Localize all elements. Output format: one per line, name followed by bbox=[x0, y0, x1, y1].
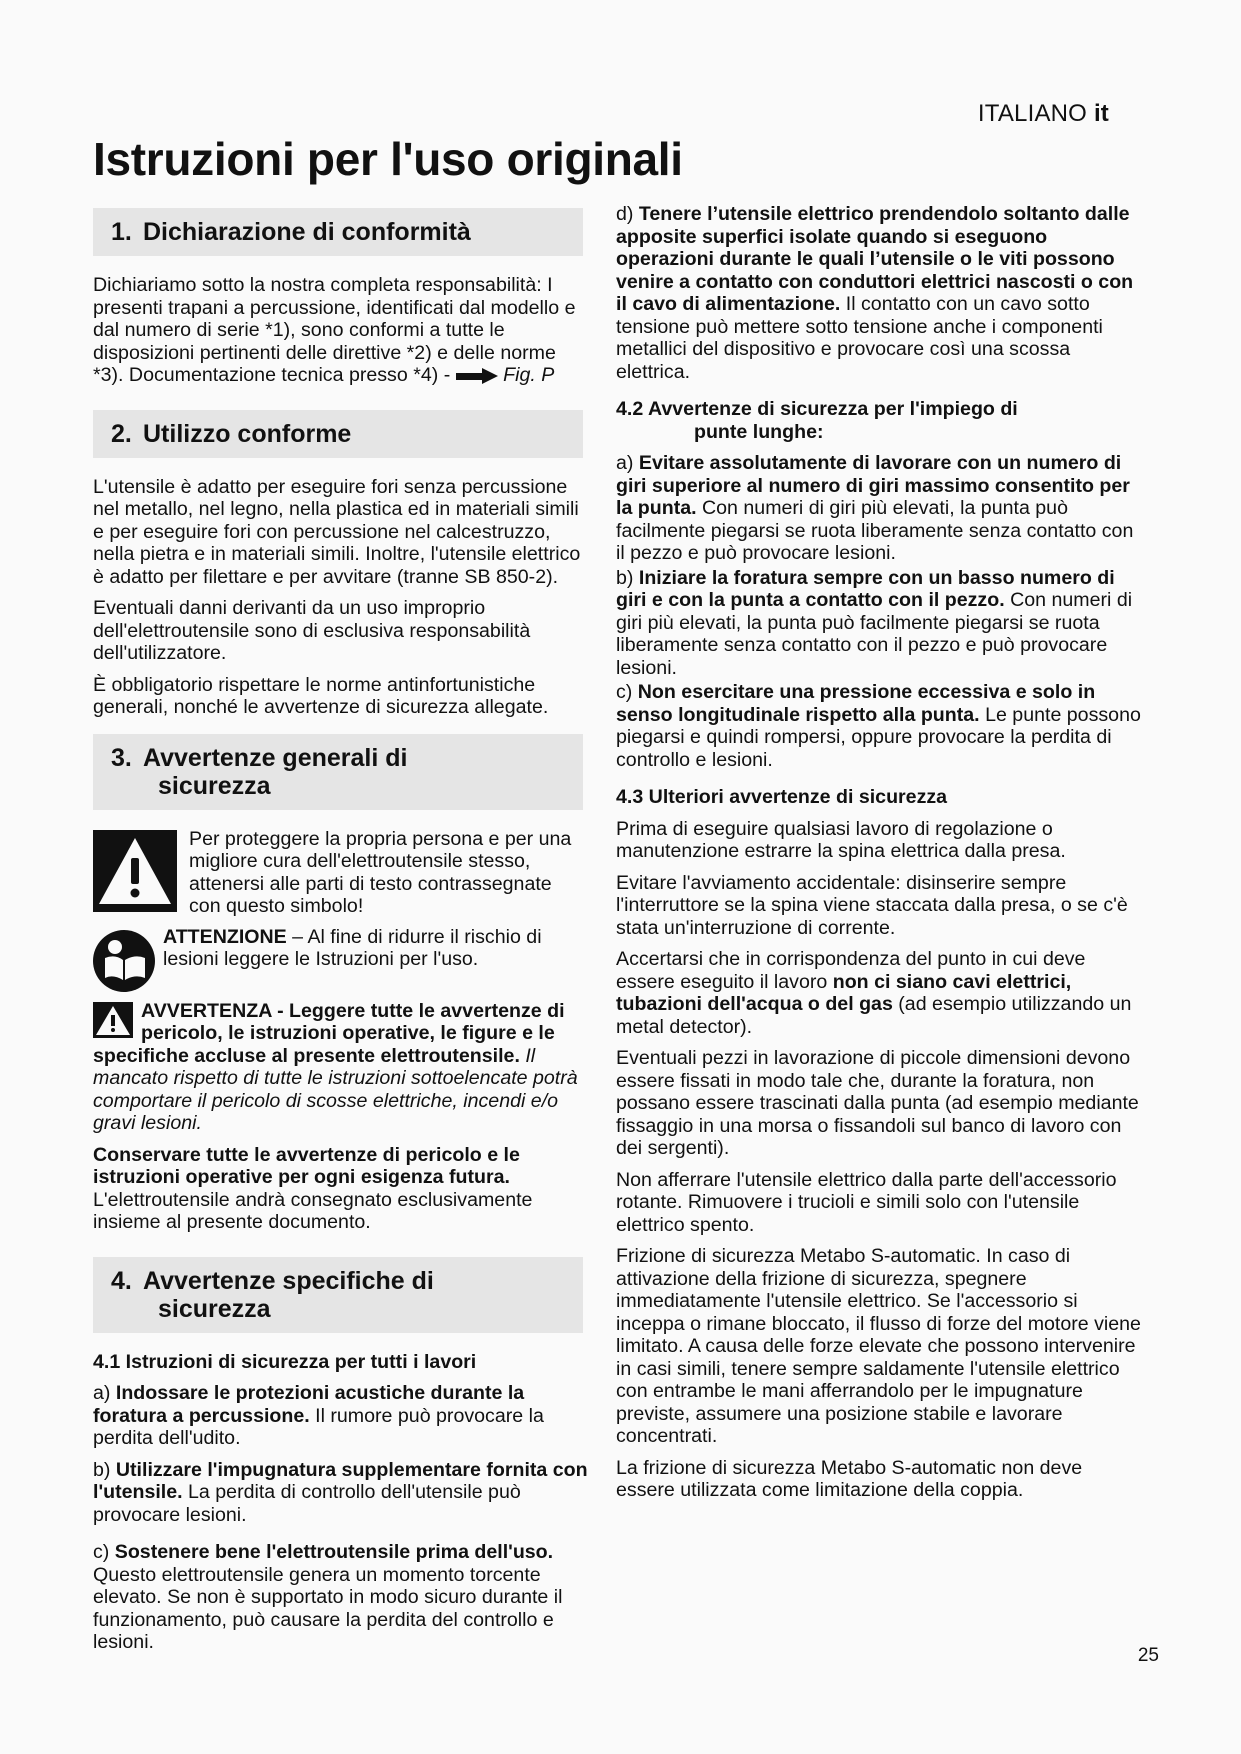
item-4-2-c: c) Non esercitare una pressione eccessiva e solo in senso longitudinale rispetto alla punta. Le punte possono piegarsi e quindi rompersi, oppure provocare la perdita di controllo e lesioni. bbox=[616, 681, 1141, 771]
item-4-2-a: a) Evitare assolutamente di lavorare con un numero di giri superiore al numero di giri massimo consentito per la punta. Con numeri di giri più elevati, la punta può facilmente piegarsi se ruota liberamente senza contatto con il pezzo e può provocare lesioni. bbox=[616, 452, 1134, 564]
item-4-3-p3: Accertarsi che in corrispondenza del punto in cui deve essere eseguito il lavoro non ci siano cavi elettrici, tubazioni dell'acqua o del gas (ad esempio utilizzando un metal detector). bbox=[616, 948, 1132, 1038]
section-2-text-3: È obbligatorio rispettare le norme antinfortunistiche generali, nonché le avvertenze di sicurezza allegate. bbox=[93, 673, 549, 718]
arrow-right-icon bbox=[456, 368, 498, 384]
attention-note bbox=[93, 926, 588, 992]
warning-note: AVVERTENZA - Leggere tutte le avvertenze di pericolo, le istruzioni operative, le figure e le specifiche accluse al presente elettroutensile. Il mancato rispetto di tutte le istruzioni sottoelencate potrà comportare il pericolo di scosse elettriche, incendi e/o gravi lesioni. bbox=[93, 999, 578, 1134]
attention-text: ATTENZIONE – Al fine di ridurre il rischio di lesioni leggere le Istruzioni per l'uso. bbox=[163, 925, 542, 970]
item-4-2-b: b) Iniziare la foratura sempre con un basso numero di giri e con la punta a contatto con il pezzo. Con numeri di giri più elevati, la punta può facilmente piegarsi se ruota liberamente senza contatto con il pezzo e può provocare lesioni. bbox=[616, 566, 1133, 679]
item-4-3-p2: Evitare l'avviamento accidentale: disinserire sempre l'interruttore se la spina viene staccata dalla presa, o se c'è stata un'interruzione di corrente. bbox=[616, 871, 1128, 939]
keep-instructions: Conservare tutte le avvertenze di pericolo e le istruzioni operative per ogni esigenza futura. L'elettroutensile andrà consegnato esclusivamente insieme al presente documento. bbox=[93, 1143, 533, 1233]
section-1-text: Dichiariamo sotto la nostra completa responsabilità: I presenti trapani a percussione, identificati dal modello e dal numero di serie *1), sono conformi a tutte le disposizioni pertinenti delle direttive *2) e delle norme *3). Documentazione tecnica presso *4) - Fig. P bbox=[93, 274, 576, 386]
item-4-1-d: d) Tenere l’utensile elettrico prendendolo soltanto dalle apposite superfici isolate quando si eseguono operazioni durante le quali l’utensile o le viti possono venire a contatto con conduttori elettrici nascosti o con il cavo di alimentazione. Il contatto con un cavo sotto tensione può mettere sotto tensione anche i componenti metallici del dispositivo e provocare così una scossa elettrica. bbox=[616, 203, 1134, 383]
subsection-4-2-title: 4.2 Avvertenze di sicurezza per l'impiego di punte lunghe: bbox=[616, 398, 1018, 443]
symbol-note bbox=[93, 828, 588, 918]
warning-triangle-icon bbox=[93, 830, 177, 912]
section-2-header: 2. Utilizzo conforme bbox=[93, 410, 583, 458]
item-4-1-b: b) Utilizzare l'impugnatura supplementare fornita con l'utensile. La perdita di controllo dell'utensile può provocare lesioni. bbox=[93, 1458, 588, 1526]
section-1-header: 1. Dichiarazione di conformità bbox=[93, 208, 583, 256]
section-3-header: 3. Avvertenze generali di sicurezza bbox=[93, 734, 583, 810]
left-column bbox=[93, 208, 588, 1663]
language-code: it bbox=[1093, 100, 1109, 127]
item-4-3-p6: Frizione di sicurezza Metabo S-automatic. In caso di attivazione della frizione di sicurezza, spegnere immediatamente l'utensile elettrico. Se l'accessorio si inceppa o rimane bloccato, il flusso di forze del motore viene limitato. A causa delle forze elevate che possono intervenire in casi simili, tenere sempre saldamente l'utensile elettrico con entrambe le mani afferrandolo per le impugnature previste, assumere una posizione stabile e lavorare concentrati. bbox=[616, 1245, 1141, 1447]
item-4-3-p1: Prima di eseguire qualsiasi lavoro di regolazione o manutenzione estrarre la spina elettrica dalla presa. bbox=[616, 817, 1066, 862]
item-4-3-p7: La frizione di sicurezza Metabo S-automatic non deve essere utilizzata come limitazione della coppia. bbox=[616, 1456, 1083, 1501]
item-4-1-a: a) Indossare le protezioni acustiche durante la foratura a percussione. Il rumore può provocare la perdita dell'udito. bbox=[93, 1382, 544, 1449]
language-label: ITALIANO it bbox=[977, 100, 1109, 127]
subsection-4-1-title: 4.1 Istruzioni di sicurezza per tutti i lavori bbox=[93, 1350, 477, 1373]
item-4-3-p5: Non afferrare l'utensile elettrico dalla parte dell'accessorio rotante. Rimuovere i trucioli e simili solo con l'utensile elettrico spento. bbox=[616, 1168, 1117, 1236]
section-4-header: 4. Avvertenze specifiche di sicurezza bbox=[93, 1257, 583, 1333]
subsection-4-3-title: 4.3 Ulteriori avvertenze di sicurezza bbox=[616, 786, 948, 808]
item-4-1-c: c) Sostenere bene l'elettroutensile prima dell'uso. Questo elettroutensile genera un momento torcente elevato. Se non è supportato in modo sicuro durante il funzionamento, può causare la perdita del controllo e lesioni. bbox=[93, 1541, 563, 1653]
section-2-text-2: Eventuali danni derivanti da un uso improprio dell'elettroutensile sono di esclusiva responsabilità dell'utilizzatore. bbox=[93, 597, 531, 664]
attention-label: ATTENZIONE bbox=[163, 925, 287, 948]
item-4-3-p4: Eventuali pezzi in lavorazione di piccole dimensioni devono essere fissati in modo tale che, durante la foratura, non possano essere trascinati dalla punta (ad esempio mediante fissaggio in una morsa o fissandoli sul banco di lavoro con dei sergenti). bbox=[616, 1047, 1139, 1159]
figure-reference: Fig. P bbox=[503, 364, 555, 386]
page-title: Istruzioni per l'uso originali bbox=[93, 133, 683, 185]
symbol-note-text: Per proteggere la propria persona e per una migliore cura dell'elettroutensile stesso, attenersi alle parti di testo contrassegnate con questo simbolo! bbox=[189, 827, 572, 917]
section-2-text-1: L'utensile è adatto per eseguire fori senza percussione nel metallo, nel legno, nella plastica ed in materiali simili e per eseguire fori con percussione nel calcestruzzo, nella pietra e in materiali simili. Inoltre, l'utensile elettrico è adatto per filettare e per avvitare (tranne SB 850-2). bbox=[93, 475, 581, 588]
small-warning-icon bbox=[93, 1002, 133, 1038]
right-column bbox=[616, 203, 1141, 1511]
read-manual-icon bbox=[93, 930, 155, 992]
page-number: 25 bbox=[1137, 1645, 1159, 1666]
